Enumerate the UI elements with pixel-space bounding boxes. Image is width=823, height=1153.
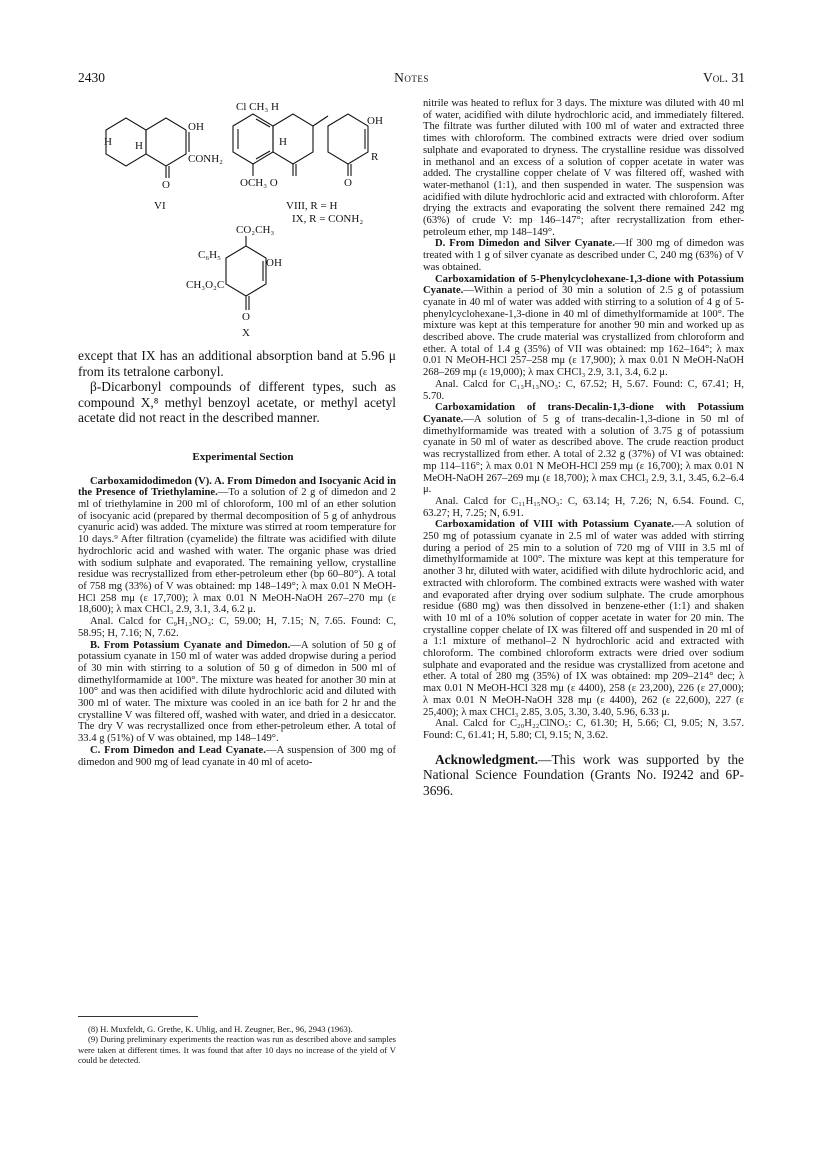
procedure-b-heading: B. From Potassium Cyanate and Dimedon. <box>90 639 291 651</box>
acknowledgment-body: —This work was supported by the National Science Foundation (Grants No. I9242 and 6P-3696. <box>423 751 744 798</box>
vi-h1: H <box>104 136 112 148</box>
right-column <box>423 98 744 798</box>
x-c6h5: C₆H₅ <box>198 249 221 261</box>
continued-paragraph: nitrile was heated to reflux for 3 days. The mixture was diluted with 40 ml of water, acidified with dilute hydrochloric acid, and immediately filtered. The filtrate was further diluted with 100 ml of water and extracted three times with chloroform. The combined extracts were dried over sodium sulphate and evaporated to dryness. The crystalline residue was dissolved in methanol and an excess of a solution of copper acetate in water was added. The crystalline copper chelate of V was filtered off, washed with water-methanol (1:1), and then suspended in water. The suspension was acidified with dilute hydrochloric acid and extracted with chloroform. After drying the extracts and evaporating the solvent there remained 242 mg (63%) of crude V: mp 146–147°; after recrystallization from ether-petroleum ether, mp 148–149°. <box>423 98 744 238</box>
cl-ch3-h-label: Cl CH₃ H <box>236 101 279 113</box>
left-column <box>78 348 396 768</box>
vi-ring-right <box>146 118 186 166</box>
dione-ring <box>328 114 368 164</box>
paragraph-phenyl-carboxamidation <box>423 274 744 379</box>
decalin-body: —A solution of 5 g of trans-decalin-1,3-dione in 50 ml of dimethylformamide was treated with a solution of 3.75 g of potassium cyanate in 50 ml of water as described above. The crude reaction product was recrystallized from ether. A total of 2.32 g (37%) of VI was obtained: mp 114–116°; λ max 0.01 N MeOH-HCl 259 mμ (ε 16,700); λ max 0.01 N MeOH-NaOH 267–269 mμ (ε 18,700); λ max CHCl₃ 2.9, 3.1, 3.45, 6.2–6.4 μ. <box>423 413 744 496</box>
x-co2ch3: CO₂CH₃ <box>236 224 275 236</box>
structure-vi <box>104 118 223 212</box>
procedure-d-body: —If 300 mg of dimedon was treated with 1 g of silver cyanate as described under C, 240 mg (63%) of V was obtained. <box>423 238 744 273</box>
footnote-8: (8) H. Muxfeldt, G. Grethe, K. Uhlig, and H. Zeugner, Ber., 96, 2943 (1963). <box>88 1024 353 1034</box>
procedure-a-heading: Carboxamidodimedon (V). A. From Dimedon and Isocyanic Acid in the Presence of Triethylamine. <box>78 475 396 499</box>
volume-label: Vol. 31 <box>703 70 745 85</box>
journal-section-title: Notes <box>394 70 429 85</box>
phenyl-body: —Within a period of 30 min a solution of 2.5 g of potassium cyanate in 40 ml of water was added with stirring to a solution of 4 g of 5-phenylcyclohexane-1,3-dione in 40 ml of dimethylformamide at 100°. The mixture was kept at this temperature for another 90 min and worked up as described above. The crude material was crystallized from chloroform and ether. A total of 1.4 g (35%) of VII was obtained: mp 162–164°; λ max 0.01 N MeOH-HCl 257–258 mμ (ε 17,900); λ max 0.01 N MeOH-NaOH 268–269 mμ (ε 19,000); λ max CHCl₃ 2.9, 3.1, 3.4, 6.2 μ. <box>423 285 744 379</box>
page-number: 2430 <box>78 70 105 85</box>
viii-ix-label2: IX, R = CONH₂ <box>292 213 364 225</box>
decalin-analysis: Anal. Calcd for C₁₁H₁₅NO₃: C, 63.14; H, 7.26; N, 6.54. Found. C, 63.27; H, 7.25; N, 6.91. <box>423 495 744 519</box>
viii-oh: OH <box>367 115 383 127</box>
procedure-a-body: —To a solution of 2 g of dimedon and 2 ml of triethylamine in 200 ml of chloroform, 100 ml of an ether solution of isocyanic acid (prepared by thermal decomposition of 5 g of anhydrous cyanuric acid) was added. The mixture was stirred at room temperature for 10 days.⁹ After filtration (cyamelide) the filtrate was acidified with dilute hydrochloric acid and washed with water. The organic phase was dried with sodium sulphate and evaporated. The remaining yellow, crystalline residue was recrystallized from ether-petroleum ether (bp 60–80°). A total of 758 mg (33%) of V was obtained: mp 148–149°; λ max 0.01 N MeOH-HCl 258 mμ (ε 17,700); λ max 0.01 N MeOH-NaOH 267–270 mμ (ε 18,600); λ max CHCl₃ 2.9, 3.1, 3.4, 6.2 μ. <box>78 487 396 616</box>
viii-oxo: O <box>344 177 352 189</box>
phenyl-analysis: Anal. Calcd for C₁₃H₁₃NO₃: C, 67.52; H, 5.67. Found: C, 67.41; H, 5.70. <box>423 378 744 402</box>
procedure-c-body: —A suspension of 300 mg of dimedon and 900 mg of lead cyanate in 40 ml of aceto- <box>78 744 396 768</box>
intro-paragraph-2: β-Dicarbonyl compounds of different types, such as compound X,⁸ methyl benzoyl acetate, or methyl acetyl acetate did not react in the described manner. <box>78 379 396 426</box>
phenyl-heading: Carboxamidation of 5-Phenylcyclohexane-1,3-dione with Potassium Cyanate. <box>423 273 744 297</box>
x-ring <box>226 246 266 296</box>
viii-body: —A solution of 250 mg of potassium cyanate in 2.5 ml of water was added with stirring during a period of 25 min to a solution of 720 mg of VIII in 3.5 ml of dimethylformamide at 100°. The mixture was kept at this temperature for another 3 hr, diluted with water, acidified with dilute hydrochloric acid, and extracted with chloroform. The combined extracts were washed with water and evaporated after drying over sodium sulphate. The crude amorphous residue (680 mg) was then dissolved in benzene-ether (1:1) and shaken with 10 ml of a 10% solution of copper acetate in water for 20 min. The crystalline copper chelate of IX was filtered off and suspended in 20 ml of a 1:1 mixture of methanol–2 N hydrochloric acid and extracted with chloroform. The combined chloroform extracts were dried over sodium sulphate and evaporated and the residue was crystallized from acetone and ether. A total of 280 mg (35%) of IX was obtained: mp 209–214° dec; λ max 0.01 N MeOH-HCl 328 mμ (ε 4400), 258 (ε 23,200), 226 (ε 27,000); λ max 0.01 N MeOH-NaOH 328 mμ (ε 4400), 262 (ε 22,600), 227 (ε 25,400); λ max CHCl₃ 2.85, 3.05, 3.30, 3.40, 5.96, 6.33 μ. <box>423 519 745 718</box>
och3o-label: OCH₃ O <box>240 177 278 189</box>
footnotes <box>78 1024 396 1066</box>
x-label: X <box>242 327 250 338</box>
procedure-c-heading: C. From Dimedon and Lead Cyanate. <box>90 744 266 756</box>
structure-x <box>186 224 282 338</box>
paragraph-procedure-c <box>78 745 396 768</box>
vi-oxo: O <box>162 179 170 191</box>
paragraph-procedure-d <box>423 238 744 273</box>
vi-oh: OH <box>188 121 204 133</box>
decalin-heading: Carboxamidation of trans-Decalin-1,3-dione with Potassium Cyanate. <box>423 402 744 425</box>
viii-r: R <box>371 151 379 163</box>
acknowledgment-heading: Acknowledgment. <box>435 751 539 767</box>
paragraph-decalin-carboxamidation <box>423 402 744 496</box>
procedure-a-analysis: Anal. Calcd for C₉H₁₃NO₃: C, 59.00; H, 7.15; N, 7.65. Found: C, 58.95; H, 7.16; N, 7.62. <box>78 616 396 639</box>
vi-conh2: CONH₂ <box>188 153 224 165</box>
acknowledgment <box>423 752 744 799</box>
paragraph-viii-carboxamidation <box>423 519 744 718</box>
x-oxo: O <box>242 311 250 323</box>
vi-h2: H <box>135 140 143 152</box>
procedure-d-heading: D. From Dimedon and Silver Cyanate. <box>435 238 615 250</box>
x-oh: OH <box>266 257 282 269</box>
viii-analysis: Anal. Calcd for C₂₀H₂₂ClNO₅: C, 61.30; H, 5.66; Cl, 9.05; N, 3.57. Found: C, 61.41; H, 5.80; Cl, 9.15; N, 3.62. <box>423 718 744 741</box>
section-heading: Experimental Section <box>192 450 294 463</box>
viii-ix-label1: VIII, R = H <box>286 200 338 212</box>
aromatic-ring <box>233 114 273 164</box>
procedure-b-body: —A solution of 50 g of potassium cyanate in 150 ml of water was added dropwise during a period of 30 min with stirring to a solution of 50 g of dimedon in 500 ml of dimethylformamide at 100°. The mixture was heated for another 30 min at 100° and was then acidified with dilute hydrochloric acid and diluted with 300 ml of water. The mixture was cooled in an ice bath for 2 hr and the crystalline V was filtered off, washed with water, and dried in a desiccator. The dry V was recrystallized once from ether-petroleum ether. A total of 33.4 g (51%) of V was obtained, mp 148–149°. <box>78 639 396 745</box>
viii-heading: Carboxamidation of VIII with Potassium Cyanate. <box>435 519 674 531</box>
paragraph-procedure-a <box>78 476 396 616</box>
structure-viii-ix <box>233 101 383 225</box>
footnote-9: (9) During preliminary experiments the reaction was run as described above and samples were taken at different times. It was found that after 10 days no increase of the yield of V could be detected. <box>78 1034 396 1066</box>
vi-label: VI <box>154 200 166 212</box>
footnote-rule <box>78 1016 198 1017</box>
paragraph-procedure-b <box>78 640 396 745</box>
chemical-structures-figure <box>78 98 396 338</box>
intro-paragraph-1: except that IX has an additional absorption band at 5.96 μ from its tetralone carbonyl. <box>78 348 396 379</box>
page-header <box>78 70 745 90</box>
x-ch3o2c: CH₃O₂C <box>186 279 225 291</box>
viii-h: H <box>279 136 287 148</box>
